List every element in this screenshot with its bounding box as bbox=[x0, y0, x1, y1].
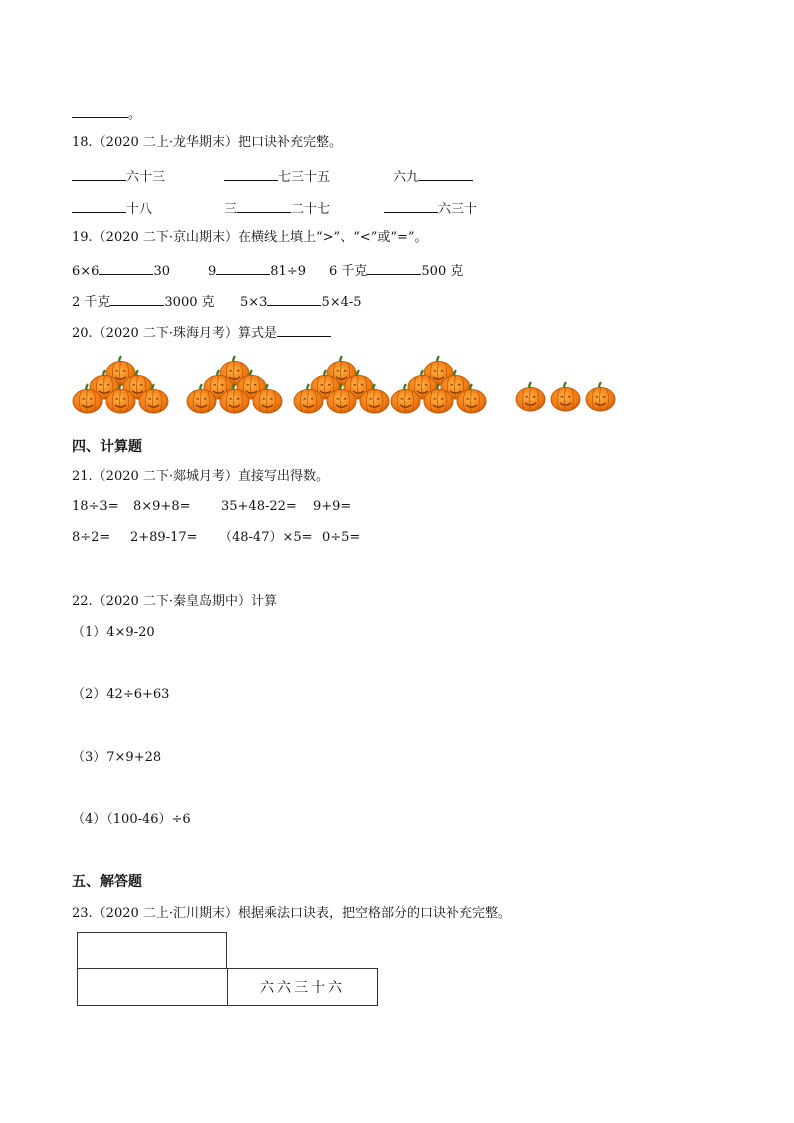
table-cell-bottom-right bbox=[227, 968, 378, 1006]
q21-r1-4: 9+9= bbox=[313, 499, 352, 514]
pumpkin-icon bbox=[186, 383, 217, 414]
pumpkin-icon bbox=[219, 383, 250, 414]
pumpkin-icon bbox=[423, 383, 454, 414]
q18-row1c: 六九 bbox=[393, 167, 473, 186]
q19-blank-4[interactable] bbox=[110, 292, 164, 306]
q18-row1b: 七三十五 bbox=[224, 167, 330, 186]
q21-r1-3: 35+48-22= bbox=[221, 499, 297, 514]
pumpkin-icon bbox=[138, 383, 169, 414]
q19-item-3: 6 千克 500 克 bbox=[329, 261, 463, 280]
q19-blank-3[interactable] bbox=[367, 261, 421, 275]
q18-blank-5[interactable] bbox=[237, 199, 291, 213]
q18-blank-1[interactable] bbox=[72, 167, 126, 181]
pumpkin-icon bbox=[105, 383, 136, 414]
q18-row2c: 六三十 bbox=[384, 199, 477, 218]
previous-answer-line: 。 bbox=[72, 104, 141, 123]
answer-blank[interactable] bbox=[72, 104, 128, 118]
q22-item-4: （4）（100-46）÷6 bbox=[72, 812, 191, 827]
pumpkin-icon bbox=[359, 383, 390, 414]
q19-blank-1[interactable] bbox=[99, 261, 153, 275]
q18-title: 18.（2020 二上·龙华期末）把口诀补充完整。 bbox=[72, 135, 343, 150]
q19-blank-5[interactable] bbox=[267, 292, 321, 306]
multiplication-table-fragment bbox=[77, 932, 379, 1007]
pumpkin-icon bbox=[550, 381, 581, 412]
q21-r2-3: （48-47）×5= bbox=[219, 530, 313, 545]
q18-row2: 十八 bbox=[72, 199, 152, 218]
q21-r2-4: 0÷5= bbox=[322, 530, 361, 545]
q22-item-2: （2）42÷6+63 bbox=[72, 687, 170, 702]
q21-r2-1: 8÷2= bbox=[72, 530, 111, 545]
q18-blank-6[interactable] bbox=[384, 199, 438, 213]
q19-blank-2[interactable] bbox=[216, 261, 270, 275]
pumpkin-icon bbox=[252, 383, 283, 414]
q19-title: 19.（2020 二下·京山期末）在横线上填上“>”、“<”或“=”。 bbox=[72, 230, 428, 245]
q18-blank-2[interactable] bbox=[224, 167, 278, 181]
q18-row1: 六十三 bbox=[72, 167, 165, 186]
q22-title: 22.（2020 二下·秦皇岛期中）计算 bbox=[72, 594, 278, 609]
q20-title: 20.（2020 二下·珠海月考）算式是 bbox=[72, 323, 331, 342]
table-cell-text: 六六三十六 bbox=[260, 980, 345, 996]
section-5-heading: 五、解答题 bbox=[72, 874, 142, 890]
table-cell-top-left[interactable] bbox=[77, 932, 227, 969]
section-4-heading: 四、计算题 bbox=[72, 439, 142, 455]
q19-item-5: 5×3 5×4-5 bbox=[240, 292, 362, 311]
pumpkin-icon bbox=[585, 381, 616, 412]
q21-r1-2: 8×9+8= bbox=[133, 499, 191, 514]
pumpkin-icon bbox=[456, 383, 487, 414]
q21-title: 21.（2020 二下·郯城月考）直接写出得数。 bbox=[72, 469, 330, 484]
q23-title: 23.（2020 二上·汇川期末）根据乘法口诀表，把空格部分的口诀补充完整。 bbox=[72, 906, 512, 921]
q18-blank-4[interactable] bbox=[72, 199, 126, 213]
pumpkin-icon bbox=[326, 383, 357, 414]
pumpkin-icon bbox=[515, 381, 546, 412]
q18-row2b: 三 二十七 bbox=[224, 199, 330, 218]
q19-item-4: 2 千克 3000 克 bbox=[72, 292, 215, 311]
q21-r1-1: 18÷3= bbox=[72, 499, 119, 514]
pumpkin-icon bbox=[72, 383, 103, 414]
q20-blank[interactable] bbox=[277, 323, 331, 337]
table-cell-bottom-left[interactable] bbox=[77, 968, 228, 1006]
pumpkin-icon bbox=[390, 383, 421, 414]
q22-item-1: （1）4×9-20 bbox=[72, 625, 155, 640]
q18-blank-3[interactable] bbox=[419, 167, 473, 181]
q22-item-3: （3）7×9+28 bbox=[72, 750, 162, 765]
pumpkin-icon bbox=[293, 383, 324, 414]
q19-item-2: 9 81÷9 bbox=[208, 261, 306, 280]
q21-r2-2: 2+89-17= bbox=[130, 530, 198, 545]
q19-item-1: 6×6 30 bbox=[72, 261, 170, 280]
